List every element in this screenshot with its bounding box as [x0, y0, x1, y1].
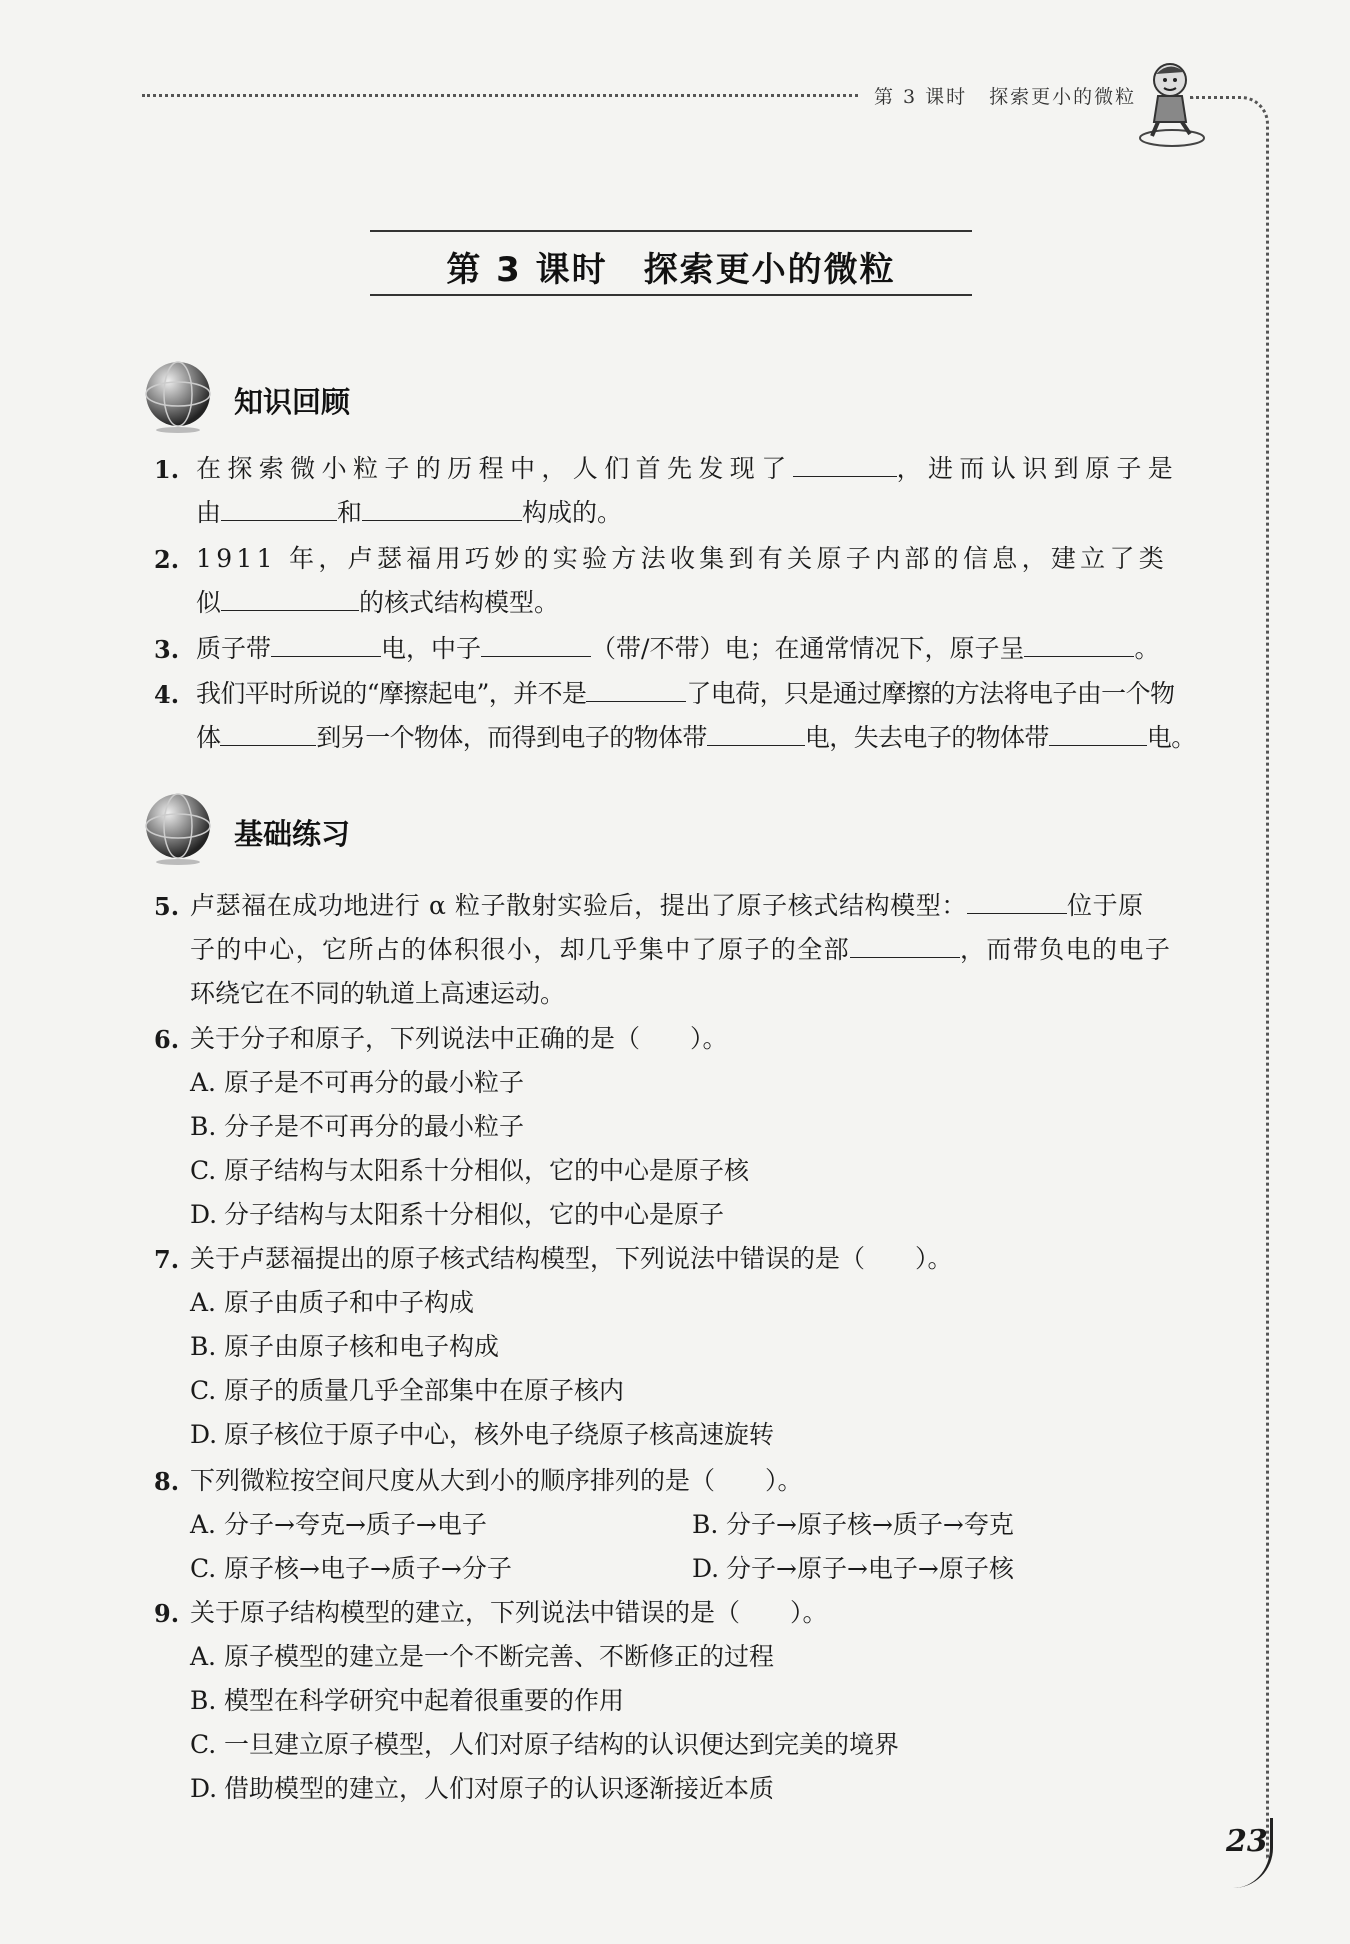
q8-stem: 下列微粒按空间尺度从大到小的顺序排列的是（ ）。 — [190, 1466, 803, 1495]
q4-number: 4. — [154, 680, 180, 709]
option-letter: B. — [190, 1686, 217, 1715]
q4-blank-3[interactable] — [707, 721, 805, 746]
q3-blank-2[interactable] — [481, 632, 591, 657]
q4-text-b: 了电荷，只是通过摩擦的方法将电子由一个物 — [686, 679, 1175, 708]
q7-option-c[interactable] — [190, 1374, 624, 1408]
q8-option-a[interactable] — [190, 1508, 487, 1542]
title-lesson: 第 3 课时 — [446, 250, 608, 290]
q3-line1 — [196, 632, 1159, 666]
option-text: 分子→原子核→质子→夸克 — [726, 1510, 1014, 1539]
option-text: 一旦建立原子模型，人们对原子结构的认识便达到完美的境界 — [224, 1730, 900, 1759]
q4-line1 — [196, 677, 1174, 711]
option-text: 模型在科学研究中起着很重要的作用 — [224, 1686, 625, 1715]
q1-number: 1. — [154, 455, 180, 484]
option-letter: A. — [190, 1642, 217, 1671]
q7-option-a[interactable] — [190, 1286, 474, 1320]
q7-number: 7. — [154, 1245, 180, 1274]
q6-option-d[interactable] — [190, 1198, 724, 1232]
q1-blank-1[interactable] — [793, 452, 897, 477]
option-letter: D. — [190, 1774, 218, 1803]
option-letter: D. — [190, 1420, 218, 1449]
option-letter: A. — [190, 1510, 217, 1539]
q3-text-d: 。 — [1134, 634, 1160, 663]
option-text: 原子由原子核和电子构成 — [224, 1332, 500, 1361]
option-letter: A. — [190, 1068, 217, 1097]
q8-number: 8. — [154, 1467, 180, 1496]
option-letter: A. — [190, 1288, 217, 1317]
q4-text-d: 到另一个物体，而得到电子的物体带 — [316, 723, 707, 752]
q6-option-b[interactable] — [190, 1110, 524, 1144]
option-letter: B. — [692, 1510, 719, 1539]
q5-text-b: 位于原 — [1066, 891, 1144, 920]
q1-text-b: ，进而认识到原子是 — [896, 454, 1180, 483]
q9-option-c[interactable] — [190, 1728, 899, 1762]
option-text: 借助模型的建立，人们对原子的认识逐渐接近本质 — [224, 1774, 775, 1803]
option-text: 分子→夸克→质子→电子 — [224, 1510, 487, 1539]
header-topic: 探索更小的微粒 — [989, 86, 1137, 108]
q4-text-c: 体 — [196, 723, 221, 752]
q6-option-c[interactable] — [190, 1154, 749, 1188]
q6-option-a[interactable] — [190, 1066, 524, 1100]
title-rule-bottom — [370, 294, 972, 296]
option-text: 原子核→电子→质子→分子 — [224, 1554, 512, 1583]
q1-text-d: 和 — [337, 498, 363, 527]
q5-text-d: ，而带负电的电子 — [960, 935, 1172, 964]
q4-blank-1[interactable] — [586, 677, 686, 702]
q5-number: 5. — [154, 892, 180, 921]
option-text: 原子的质量几乎全部集中在原子核内 — [224, 1376, 625, 1405]
q1-blank-3[interactable] — [362, 496, 522, 521]
option-letter: C. — [190, 1554, 217, 1583]
option-letter: B. — [190, 1332, 217, 1361]
q4-line2 — [196, 721, 1196, 755]
q4-blank-2[interactable] — [220, 721, 316, 746]
q1-blank-2[interactable] — [221, 496, 337, 521]
option-text: 原子是不可再分的最小粒子 — [224, 1068, 525, 1097]
option-text: 原子结构与太阳系十分相似，它的中心是原子核 — [224, 1156, 750, 1185]
option-letter: D. — [190, 1200, 218, 1229]
q3-text-b: 电，中子 — [381, 634, 482, 663]
q2-line1: 1911 年，卢瑟福用巧妙的实验方法收集到有关原子内部的信息，建立了类 — [196, 544, 1169, 573]
q6-stem: 关于分子和原子，下列说法中正确的是（ ）。 — [190, 1024, 728, 1053]
option-text: 原子模型的建立是一个不断完善、不断修正的过程 — [224, 1642, 775, 1671]
q1-line2 — [196, 496, 622, 530]
lesson-title — [370, 242, 972, 291]
q7-option-b[interactable] — [190, 1330, 499, 1364]
q4-text-a: 我们平时所说的“摩擦起电”，并不是 — [196, 679, 587, 708]
option-letter: C. — [190, 1376, 217, 1405]
q4-text-e: 电，失去电子的物体带 — [804, 723, 1049, 752]
q5-text-a: 卢瑟福在成功地进行 α 粒子散射实验后，提出了原子核式结构模型： — [190, 891, 967, 920]
page-number: 23 — [1226, 1824, 1268, 1859]
header-dotted-rule — [142, 94, 858, 97]
option-text: 原子由质子和中子构成 — [224, 1288, 475, 1317]
q3-blank-1[interactable] — [271, 632, 381, 657]
q2-line2 — [196, 586, 559, 620]
q9-option-d[interactable] — [190, 1772, 774, 1806]
q5-line2 — [190, 933, 1171, 967]
option-letter: D. — [692, 1554, 720, 1583]
lesson-title-block — [370, 230, 972, 296]
option-letter: C. — [190, 1730, 217, 1759]
page-dotted-border — [1190, 96, 1269, 1859]
globe-icon — [140, 358, 216, 434]
q9-number: 9. — [154, 1599, 180, 1628]
q4-text-f: 电。 — [1146, 723, 1196, 752]
q1-text-a: 在探索微小粒子的历程中，人们首先发现了 — [196, 454, 793, 483]
q2-text-b: 的核式结构模型。 — [359, 588, 560, 617]
q2-text-a: 似 — [196, 588, 222, 617]
q7-option-d[interactable] — [190, 1418, 774, 1452]
q3-text-a: 质子带 — [196, 634, 272, 663]
option-letter: C. — [190, 1156, 217, 1185]
q1-line1 — [196, 452, 1179, 486]
q2-number: 2. — [154, 545, 180, 574]
globe-icon — [140, 790, 216, 866]
q5-blank-1[interactable] — [967, 889, 1067, 914]
section-review-title: 知识回顾 — [234, 385, 351, 419]
option-text: 分子→原子→电子→原子核 — [726, 1554, 1014, 1583]
section-practice-title: 基础练习 — [234, 817, 351, 851]
q5-line1 — [190, 889, 1144, 923]
header-lesson: 第 3 课时 — [874, 86, 968, 108]
q9-option-a[interactable] — [190, 1640, 774, 1674]
q3-blank-3[interactable] — [1024, 632, 1134, 657]
q8-option-c[interactable] — [190, 1552, 512, 1586]
q8-option-b[interactable] — [692, 1508, 1014, 1542]
q5-text-c: 子的中心，它所占的体积很小，却几乎集中了原子的全部 — [190, 935, 851, 964]
q3-number: 3. — [154, 635, 180, 664]
q7-stem: 关于卢瑟福提出的原子核式结构模型，下列说法中错误的是（ ）。 — [190, 1244, 953, 1273]
q3-text-c: （带/不带）电；在通常情况下，原子呈 — [591, 634, 1025, 663]
q8-option-d[interactable] — [692, 1552, 1014, 1586]
q2-blank-1[interactable] — [221, 586, 359, 611]
option-text: 分子结构与太阳系十分相似，它的中心是原子 — [224, 1200, 725, 1229]
q5-line3: 环绕它在不同的轨道上高速运动。 — [190, 979, 566, 1008]
running-header — [874, 82, 1136, 109]
option-text: 原子核位于原子中心，核外电子绕原子核高速旋转 — [224, 1420, 775, 1449]
q1-text-c: 由 — [196, 498, 222, 527]
q9-option-b[interactable] — [190, 1684, 624, 1718]
q5-blank-2[interactable] — [850, 933, 960, 958]
q6-number: 6. — [154, 1025, 180, 1054]
title-topic: 探索更小的微粒 — [643, 250, 896, 290]
q9-stem: 关于原子结构模型的建立，下列说法中错误的是（ ）。 — [190, 1598, 828, 1627]
q4-blank-4[interactable] — [1049, 721, 1147, 746]
option-text: 分子是不可再分的最小粒子 — [224, 1112, 525, 1141]
q1-text-e: 构成的。 — [522, 498, 623, 527]
title-rule-top — [370, 230, 972, 232]
option-letter: B. — [190, 1112, 217, 1141]
